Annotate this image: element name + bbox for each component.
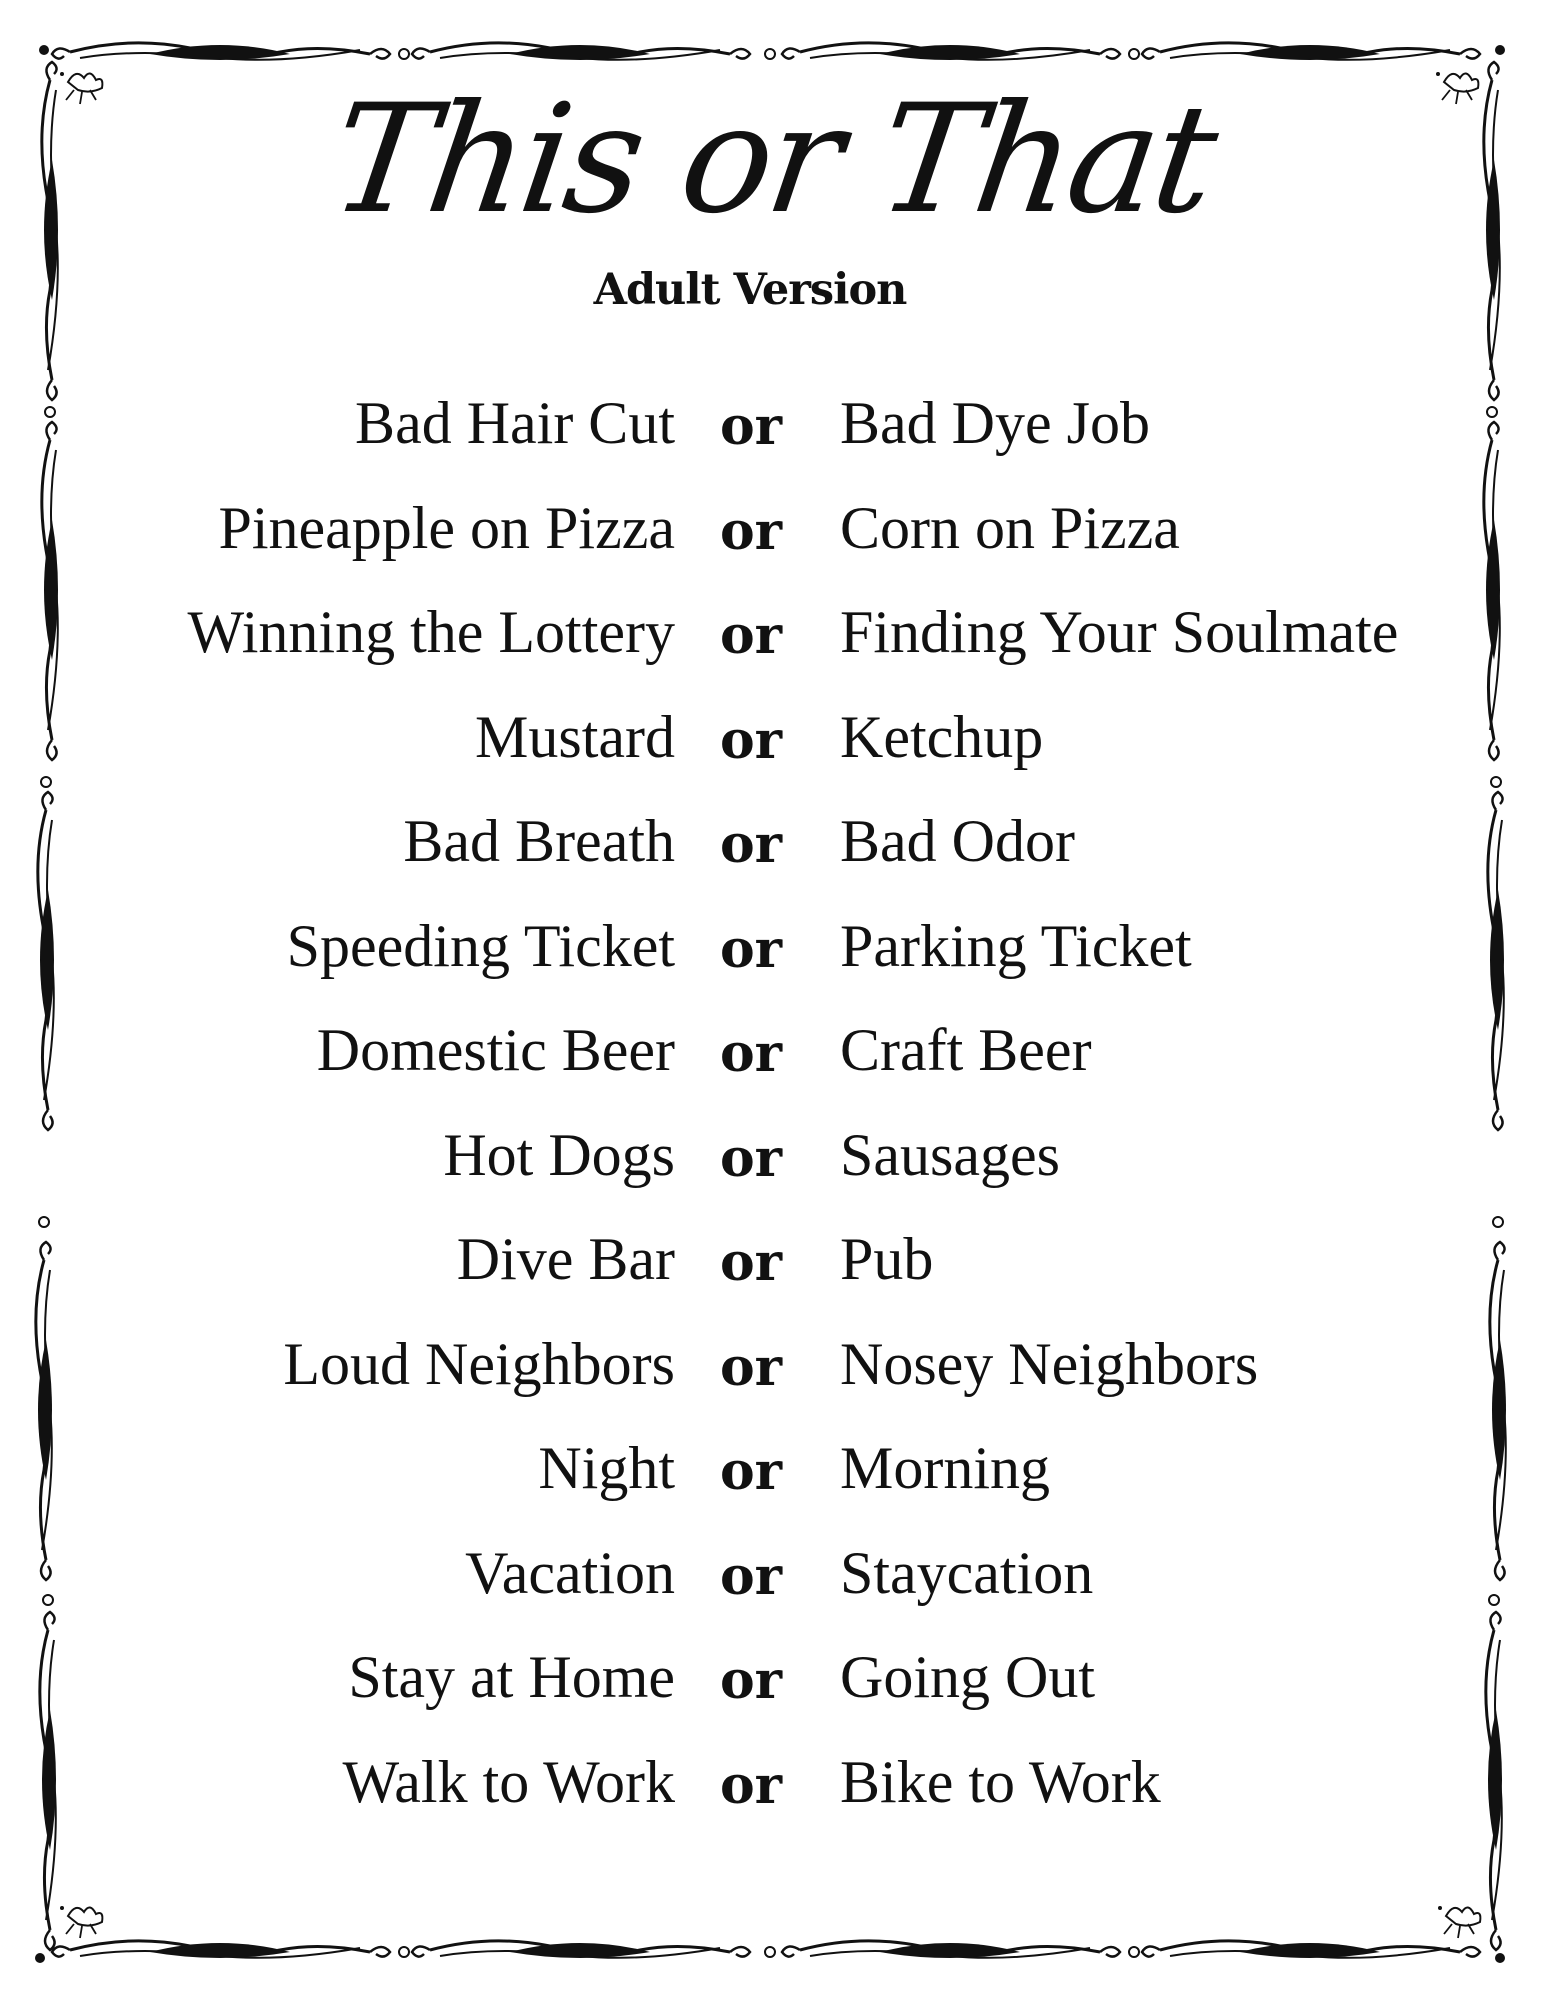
- pair-row: [0, 488, 1545, 593]
- option-this: Mustard: [475, 703, 675, 770]
- pair-row: [0, 906, 1545, 1011]
- option-this: Night: [538, 1435, 675, 1501]
- pair-row: [0, 1428, 1545, 1533]
- pair-row: [0, 1324, 1545, 1429]
- option-this: Walk to Work: [342, 1748, 675, 1815]
- option-that: Corn on Pizza: [840, 494, 1180, 561]
- option-this: Vacation: [465, 1539, 675, 1606]
- option-this: Loud Neighbors: [283, 1330, 675, 1397]
- pairs-list: [0, 383, 1545, 1846]
- or-connector: or: [720, 1545, 783, 1607]
- option-this: Pineapple on Pizza: [218, 494, 675, 561]
- or-connector: or: [720, 709, 783, 771]
- option-that: Bike to Work: [840, 1748, 1161, 1815]
- or-connector: or: [720, 500, 783, 562]
- page-title: This or That: [321, 73, 1224, 247]
- option-that: Staycation: [840, 1539, 1094, 1606]
- or-connector: or: [720, 814, 783, 875]
- or-connector: or: [720, 1754, 783, 1816]
- option-this: Winning the Lottery: [187, 599, 675, 665]
- pair-row: [0, 801, 1545, 906]
- option-that: Parking Ticket: [840, 912, 1192, 979]
- pair-row: [0, 697, 1545, 802]
- option-that: Craft Beer: [840, 1017, 1092, 1083]
- pair-row: [0, 1115, 1545, 1220]
- option-this: Bad Breath: [403, 808, 675, 874]
- or-connector: or: [720, 1336, 783, 1398]
- or-connector: or: [720, 1441, 783, 1502]
- option-this: Domestic Beer: [316, 1017, 675, 1083]
- or-connector: or: [720, 1023, 783, 1084]
- or-connector: or: [720, 1650, 783, 1711]
- option-that: Bad Odor: [840, 808, 1075, 874]
- option-that: Nosey Neighbors: [840, 1330, 1259, 1397]
- or-connector: or: [720, 918, 783, 980]
- option-this: Stay at Home: [348, 1644, 675, 1710]
- option-that: Going Out: [840, 1644, 1095, 1710]
- page-subtitle: Adult Version: [593, 265, 907, 315]
- option-that: Ketchup: [840, 703, 1044, 770]
- or-connector: or: [720, 605, 783, 666]
- or-connector: or: [720, 1127, 783, 1189]
- option-this: Hot Dogs: [443, 1121, 675, 1188]
- pair-row: [0, 1010, 1545, 1115]
- pair-row: [0, 1219, 1545, 1324]
- pair-row: [0, 1533, 1545, 1638]
- option-this: Speeding Ticket: [286, 912, 675, 979]
- pair-row: [0, 383, 1545, 488]
- option-that: Finding Your Soulmate: [840, 599, 1399, 665]
- option-that: Pub: [840, 1226, 934, 1292]
- pair-row: [0, 592, 1545, 697]
- pair-row: [0, 1637, 1545, 1742]
- option-that: Morning: [840, 1435, 1050, 1501]
- option-that: Sausages: [840, 1121, 1060, 1188]
- option-this: Bad Hair Cut: [355, 390, 675, 456]
- option-that: Bad Dye Job: [840, 390, 1150, 456]
- or-connector: or: [720, 1232, 783, 1293]
- or-connector: or: [720, 396, 783, 457]
- pair-row: [0, 1742, 1545, 1847]
- option-this: Dive Bar: [456, 1226, 675, 1292]
